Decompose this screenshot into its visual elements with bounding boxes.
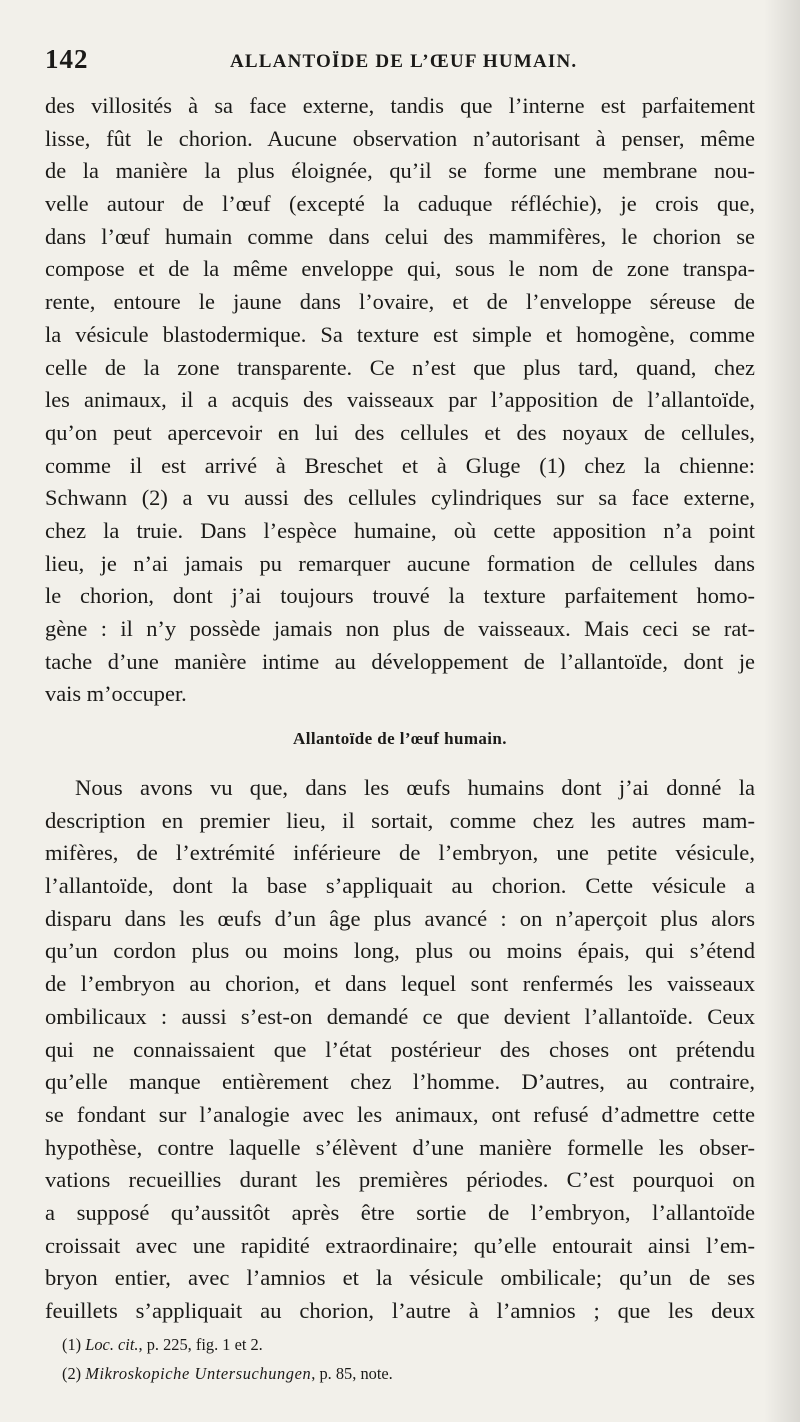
paragraph-allantoide: [45, 772, 755, 1328]
paragraph-chorion: [45, 90, 755, 711]
footnotes: [62, 1330, 752, 1388]
text-line: velle autour de l’œuf (excepté la caduque réfléchie), je crois que,: [45, 191, 755, 217]
text-line: qu’elle manque entièrement chez l’homme. D’autres, au contraire,: [45, 1069, 755, 1095]
text-line: celle de la zone transparente. Ce n’est que plus tard, quand, chez: [45, 354, 755, 380]
text-line: a supposé qu’aussitôt après être sortie de l’embryon, l’allantoïde: [45, 1199, 755, 1225]
page-number: 142: [45, 44, 89, 74]
page-header: [45, 44, 755, 84]
text-line: qu’on peut apercevoir en lui des cellules et des noyaux de cellules,: [45, 419, 755, 445]
footnote-text: , p. 85, note.: [311, 1364, 393, 1383]
text-line: rente, entoure le jaune dans l’ovaire, et de l’enveloppe séreuse de: [45, 289, 755, 315]
text-line: hypothèse, contre laquelle s’élèvent d’une manière formelle les obser-: [45, 1134, 755, 1160]
text-line: mifères, de l’extrémité inférieure de l’embryon, une petite vésicule,: [45, 840, 755, 866]
running-head: ALLANTOÏDE DE L’ŒUF HUMAIN.: [230, 51, 578, 72]
text-line: vations recueillies durant les premières périodes. C’est pourquoi on: [45, 1167, 755, 1193]
text-line: de l’embryon au chorion, et dans lequel sont renfermés les vaisseaux: [45, 971, 755, 997]
footnote-reference: Mikroskopiche Untersuchungen: [85, 1364, 312, 1383]
text-line: lieu, je n’ai jamais pu remarquer aucune formation de cellules dans: [45, 550, 755, 576]
section-heading: Allantoïde de l’œuf humain.: [293, 729, 507, 748]
text-line: croissait avec une rapidité extraordinaire; qu’elle entourait ainsi l’em-: [45, 1232, 755, 1258]
text-line: comme il est arrivé à Breschet et à Gluge (1) chez la chienne:: [45, 452, 755, 478]
text-line: l’allantoïde, dont la base s’appliquait au chorion. Cette vésicule a: [45, 873, 755, 899]
text-line: tache d’une manière intime au développement de l’allantoïde, dont je: [45, 648, 755, 674]
text-line: ombilicaux : aussi s’est-on demandé ce que devient l’allantoïde. Ceux: [45, 1003, 755, 1029]
footnote-mark: (1): [62, 1335, 82, 1354]
footnote-mark: (2): [62, 1364, 82, 1383]
text-line: compose et de la même enveloppe qui, sous le nom de zone transpa-: [45, 256, 755, 282]
footnote-reference: Loc. cit.: [85, 1335, 139, 1354]
footnote-text: , p. 225, fig. 1 et 2.: [138, 1335, 263, 1354]
text-line: des villosités à sa face externe, tandis que l’interne est parfaitement: [45, 93, 755, 118]
text-line: vais m’occuper.: [45, 681, 187, 707]
text-line: disparu dans les œufs d’un âge plus avancé : on n’aperçoit plus alors: [45, 905, 755, 931]
text-line: bryon entier, avec l’amnios et la vésicule ombilicale; qu’un de ses: [45, 1265, 755, 1291]
text-line: le chorion, dont j’ai toujours trouvé la texture parfaitement homo-: [45, 583, 755, 609]
text-line: Nous avons vu que, dans les œufs humains dont j’ai donné la: [75, 775, 755, 800]
footnote: [62, 1330, 752, 1359]
text-line: gène : il n’y possède jamais non plus de vaisseaux. Mais ceci se rat-: [45, 616, 755, 641]
page-edge-shadow: [764, 0, 800, 1422]
footnote: [62, 1359, 752, 1388]
text-line: lisse, fût le chorion. Aucune observation n’autorisant à penser, même: [45, 125, 755, 151]
text-line: de la manière la plus éloignée, qu’il se forme une membrane nou-: [45, 158, 755, 184]
text-line: dans l’œuf humain comme dans celui des mammifères, le chorion se: [45, 223, 755, 249]
text-line: chez la truie. Dans l’espèce humaine, où cette apposition n’a point: [45, 517, 755, 543]
text-line: feuillets s’appliquait au chorion, l’autre à l’amnios ; que les deux: [45, 1298, 755, 1323]
text-line: qui ne connaissaient que l’état postérieur des choses ont prétendu: [45, 1036, 755, 1062]
text-line: se fondant sur l’analogie avec les animaux, ont refusé d’admettre cette: [45, 1101, 755, 1127]
text-line: les animaux, il a acquis des vaisseaux par l’apposition de l’allantoïde,: [45, 387, 755, 413]
text-line: Schwann (2) a vu aussi des cellules cylindriques sur sa face externe,: [45, 485, 755, 511]
text-line: qu’un cordon plus ou moins long, plus ou moins épais, qui s’étend: [45, 938, 755, 964]
text-line: la vésicule blastodermique. Sa texture est simple et homogène, comme: [45, 321, 755, 347]
text-line: description en premier lieu, il sortait, comme chez les autres mam-: [45, 807, 755, 833]
